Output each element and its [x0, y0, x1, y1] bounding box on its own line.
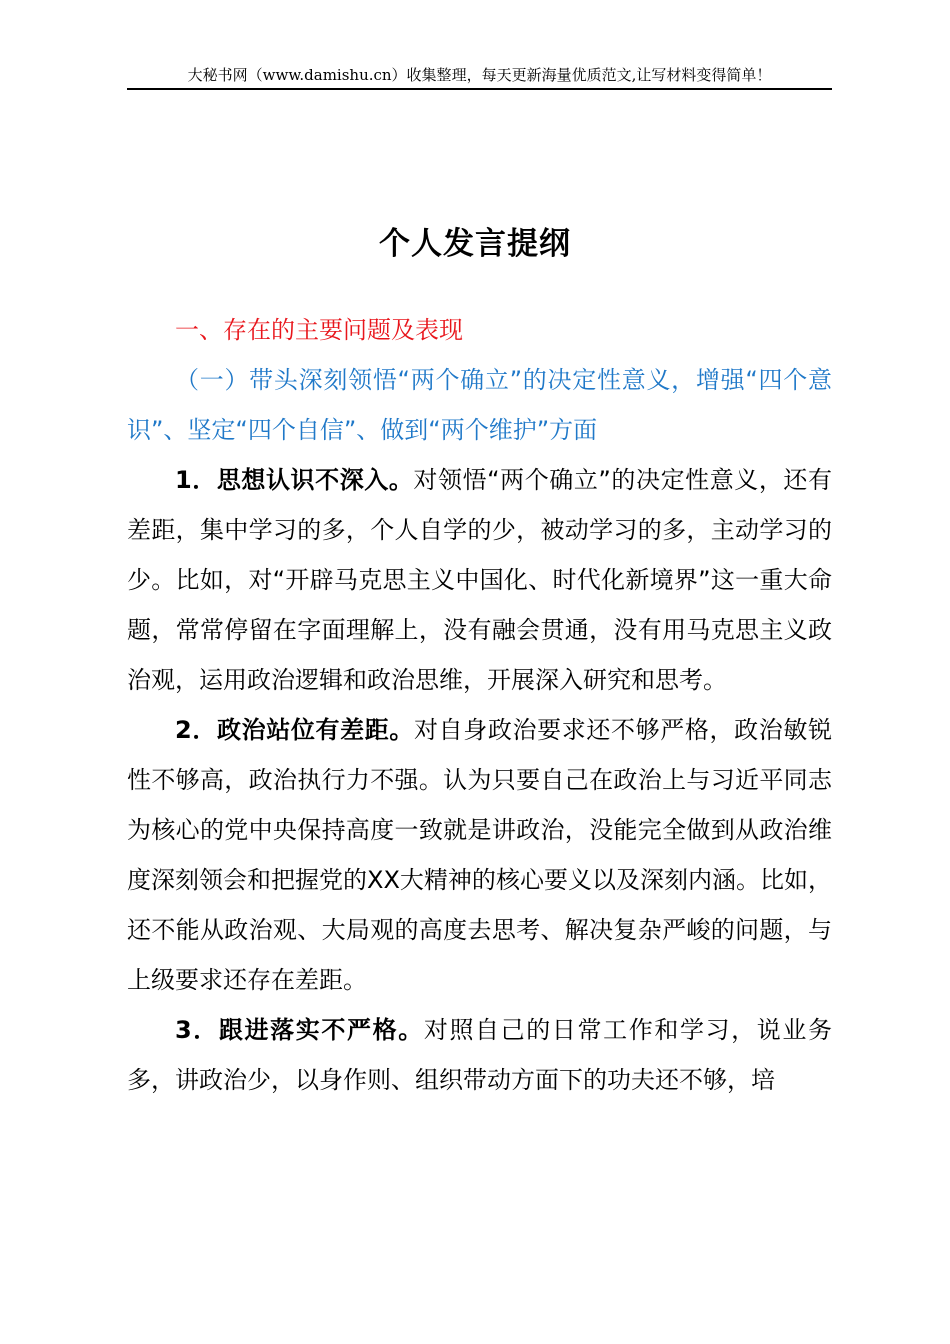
- section-heading: 一、存在的主要问题及表现: [175, 316, 463, 344]
- paragraph-3-body: 对照自己的日常工作和学习，说业务多，讲政治少，以身作则、组织带动方面下的功夫还不够，培: [127, 1016, 833, 1094]
- page-header: [127, 64, 832, 86]
- paragraph-1: [127, 455, 832, 705]
- paragraph-1-body: 对领悟“两个确立”的决定性意义，还有差距，集中学习的多，个人自学的少，被动学习的多，主动学习的少。比如，对“开辟马克思主义中国化、时代化新境界”这一重大命题，常常停留在字面理解上，没有融会贯通，没有用马克思主义政治观，运用政治逻辑和政治思维，开展深入研究和思考。: [127, 466, 832, 694]
- document-body: [127, 305, 832, 1105]
- header-text: 大秘书网（www.damishu.cn）收集整理，每天更新海量优质范文,让写材料变得简单！: [187, 66, 772, 84]
- paragraph-2-lead: 2．政治站位有差距。: [175, 716, 414, 744]
- subsection-heading: （一）带头深刻领悟“两个确立”的决定性意义，增强“四个意识”、坚定“四个自信”、做到“两个维护”方面: [127, 366, 832, 444]
- paragraph-3: [127, 1005, 832, 1105]
- header-rule: [127, 88, 832, 90]
- paragraph-1-lead: 1．思想认识不深入。: [175, 466, 414, 494]
- paragraph-2-body: 对自身政治要求还不够严格，政治敏锐性不够高，政治执行力不强。认为只要自己在政治上与习近平同志为核心的党中央保持高度一致就是讲政治，没能完全做到从政治维度深刻领会和把握党的XX大精神的核心要义以及深刻内涵。比如，还不能从政治观、大局观的高度去思考、解决复杂严峻的问题，与上级要求还存在差距。: [127, 716, 832, 994]
- document-title: 个人发言提纲: [379, 226, 571, 262]
- paragraph-3-lead: 3．跟进落实不严格。: [175, 1016, 424, 1044]
- paragraph-2: [127, 705, 832, 1005]
